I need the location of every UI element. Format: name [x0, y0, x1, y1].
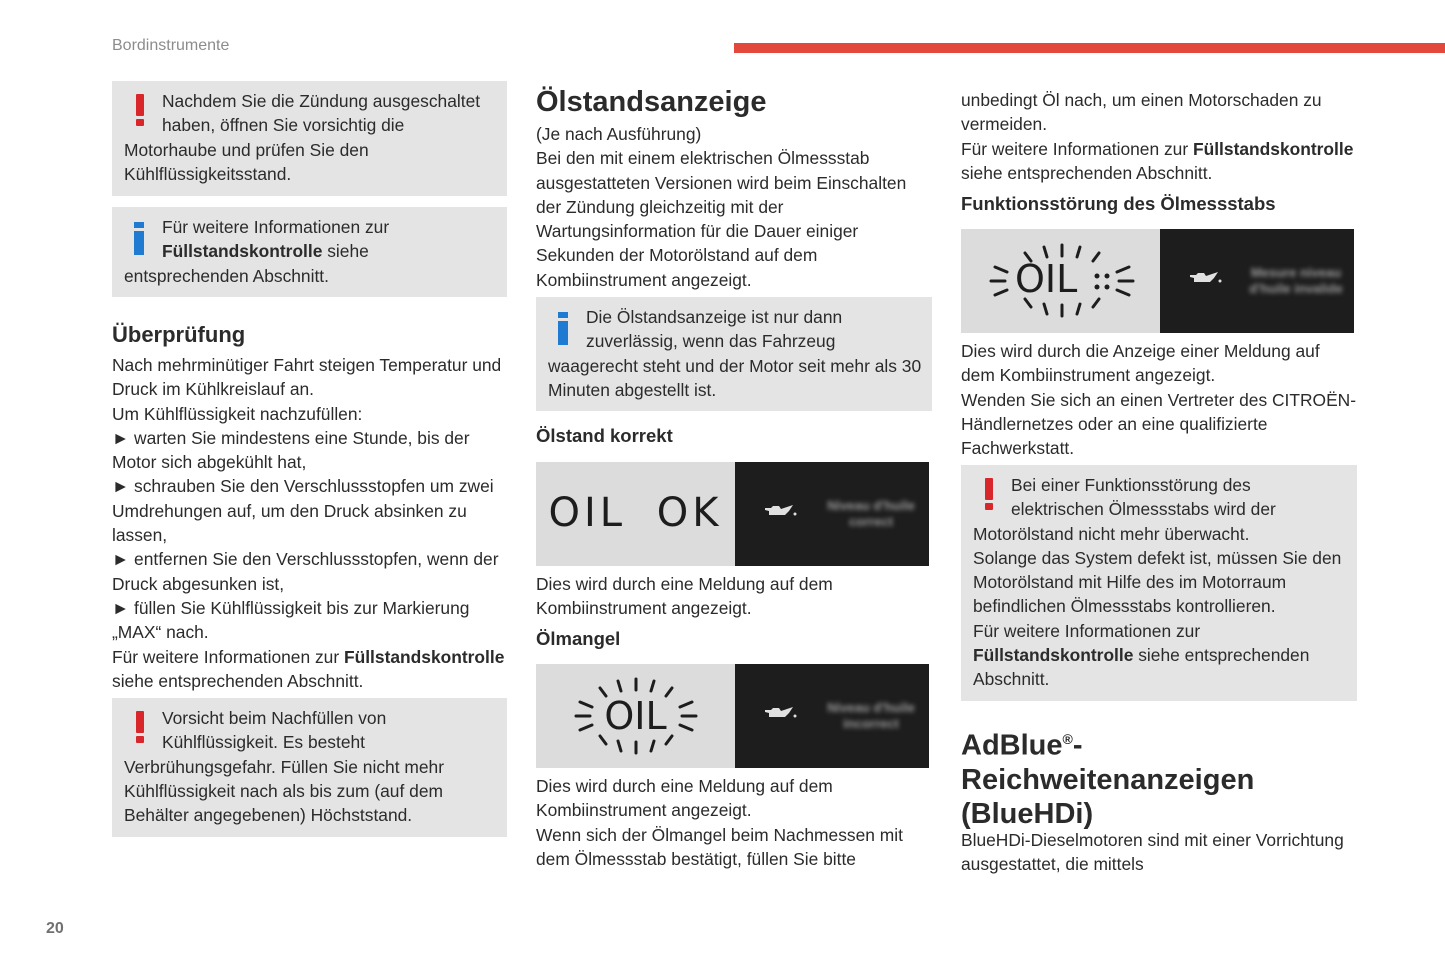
- header-accent-bar: [734, 43, 1445, 53]
- oil-low-body: [536, 774, 932, 871]
- display-fault-screen: [1160, 229, 1354, 333]
- info-text: Die Ölstandsanzeige ist nur dann zuverlässig, wenn das Fahrzeug waagerecht steht und der Motor seit mehr als 30 Minuten abgestellt ist.: [548, 307, 922, 400]
- warning-text: Nachdem Sie die Zündung ausgeschaltet haben, öffnen Sie vorsichtig die Motorhaube und prüfen Sie den Kühlflüssigkeitsstand.: [124, 91, 481, 184]
- warning-box-dipstick-fault: [961, 465, 1357, 701]
- paragraph-steps-intro: Um Kühlflüssigkeit nachzufüllen:: [112, 403, 363, 424]
- running-header: Bordinstrumente: [112, 37, 230, 54]
- continued-text: [961, 88, 1357, 185]
- fault-body: [961, 339, 1357, 460]
- oil-can-icon: [763, 704, 799, 722]
- check-body: [112, 353, 512, 693]
- paragraph-intro: Nach mehrminütiger Fahrt steigen Temperatur und Druck im Kühlkreislauf an.: [112, 355, 502, 400]
- list-item: ► schrauben Sie den Verschlussstopfen um zwei Umdrehungen auf, um den Druck absinken zu lassen,: [112, 476, 494, 546]
- display-oil-ok-symbol: [536, 462, 735, 566]
- info-text: Für weitere Informationen zur Füllstandskontrolle siehe entsprechenden Abschnitt.: [124, 217, 390, 286]
- oil-low-caption: Dies wird durch eine Meldung auf dem Kombiinstrument angezeigt.: [536, 776, 833, 821]
- oil-low-text: Wenn sich der Ölmangel beim Nachmessen mit dem Ölmessstab bestätigt, füllen Sie bitte: [536, 824, 903, 869]
- paragraph-more-info: Für weitere Informationen zur Füllstandskontrolle siehe entsprechenden Abschnitt.: [112, 646, 505, 691]
- display-message: Mesure niveau d'huile invalide: [1249, 265, 1343, 296]
- display-dipstick-fault: [961, 229, 1354, 333]
- display-oil-low-screen: [735, 664, 929, 768]
- info-box-level-check: [112, 207, 507, 297]
- display-oil-low: [536, 664, 929, 768]
- display-oil-ok: [536, 462, 929, 566]
- oil-fault-label: OIL: [1015, 257, 1078, 301]
- list-item: ► entfernen Sie den Verschlussstopfen, wenn der Druck abgesunken ist,: [112, 549, 499, 594]
- display-message: Niveau d'huile correct: [827, 498, 915, 529]
- warning-text: Bei einer Funktionsstörung des elektrischen Ölmessstabs wird der Motorölstand nicht mehr überwacht. Solange das System defekt ist, müssen Sie den Motorölstand mit Hilfe des im Motorraum befindlichen Ölmessstabs kontrollieren. Für weitere Informationen zur Füllstandskontrolle siehe entsprechenden Abschnitt.: [973, 475, 1342, 690]
- variant-note: (Je nach Ausführung): [536, 124, 702, 144]
- fault-caption: Dies wird durch die Anzeige einer Meldung auf dem Kombiinstrument angezeigt.: [961, 341, 1320, 386]
- display-oil-low-symbol: [536, 664, 735, 768]
- display-fault-symbol: [961, 229, 1160, 333]
- oil-low-label: OIL: [604, 694, 667, 738]
- subheading-dipstick-fault: Funktionsstörung des Ölmessstabs: [961, 193, 1276, 214]
- page-number: 20: [46, 920, 64, 937]
- fault-contact: Wenden Sie sich an einen Vertreter des CITROËN-Händlernetzes oder an eine qualifizierte Fachwerkstatt.: [961, 389, 1357, 459]
- oil-level-intro: [536, 122, 932, 292]
- paragraph-intro: Bei den mit einem elektrischen Ölmessstab ausgestatteten Versionen wird beim Einschalten der Zündung gleichzeitig mit der Wartungsinformation für die Dauer einiger Sekunden der Motorölstand auf dem Kombiinstrument angezeigt.: [536, 148, 907, 290]
- display-oil-ok-screen: [735, 462, 929, 566]
- section-heading-check: Überprüfung: [112, 322, 246, 347]
- paragraph-more-info: Für weitere Informationen zur Füllstandskontrolle siehe entsprechenden Abschnitt.: [961, 138, 1354, 183]
- oil-ok-caption: Dies wird durch eine Meldung auf dem Kombiinstrument angezeigt.: [536, 574, 833, 619]
- warning-box-scald: [112, 698, 507, 837]
- adblue-text: BlueHDi-Dieselmotoren sind mit einer Vorrichtung ausgestattet, die mittels: [961, 830, 1344, 875]
- list-item: ► warten Sie mindestens eine Stunde, bis der Motor sich abgekühlt hat,: [112, 427, 470, 473]
- oil-ok-label: OIL OK: [548, 490, 723, 536]
- oil-can-icon: [1188, 269, 1224, 287]
- info-box-reliability: [536, 297, 932, 411]
- display-message: Niveau d'huile incorrect: [827, 700, 915, 731]
- oil-can-icon: [763, 502, 799, 520]
- warning-text: Vorsicht beim Nachfüllen von Kühlflüssigkeit. Es besteht Verbrühungsgefahr. Füllen Sie nicht mehr Kühlflüssigkeit nach als bis zum (auf dem Behälter angegebenen) Höchststand.: [124, 708, 444, 826]
- section-heading-oil-level: Ölstandsanzeige: [536, 86, 767, 118]
- paragraph-continued: unbedingt Öl nach, um einen Motorschaden zu vermeiden.: [961, 90, 1322, 135]
- warning-box-ignition: [112, 81, 507, 196]
- list-item: ► füllen Sie Kühlflüssigkeit bis zur Markierung „MAX“ nach.: [112, 597, 470, 643]
- section-heading-adblue: AdBlue®- Reichweitenanzeigen (BlueHDi): [961, 729, 1255, 830]
- subheading-oil-ok: Ölstand korrekt: [536, 425, 673, 446]
- subheading-oil-low: Ölmangel: [536, 628, 621, 649]
